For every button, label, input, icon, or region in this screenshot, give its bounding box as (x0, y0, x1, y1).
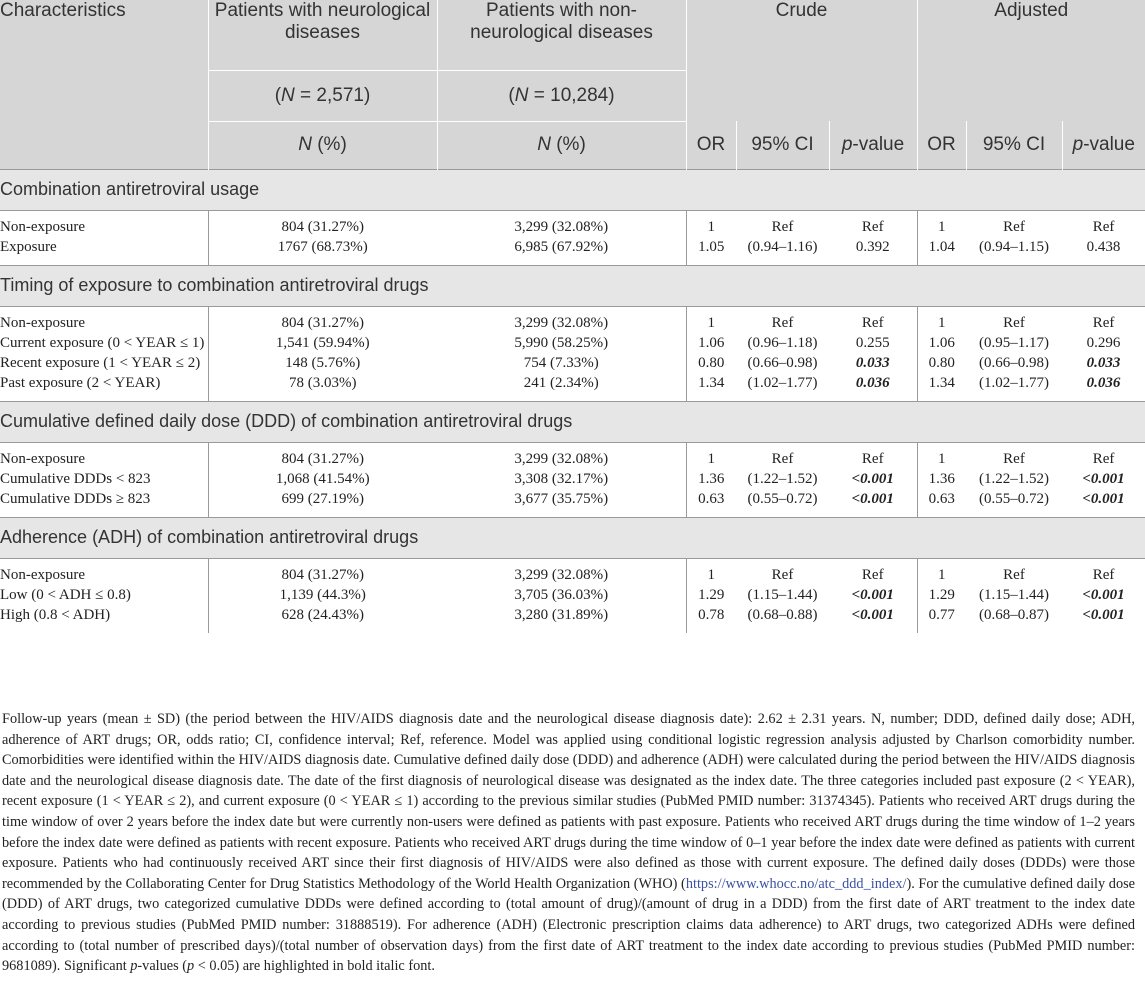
crude-p: Ref (861, 450, 884, 467)
row-label: Past exposure (2 < YEAR) (0, 374, 161, 391)
row-label: Recent exposure (1 < YEAR ≤ 2) (0, 354, 201, 371)
header-crude-ci: 95% CI (736, 121, 829, 169)
group1-value: 1,068 (41.54%) (208, 469, 437, 489)
row-label: Non-exposure (0, 450, 85, 467)
adjusted-ci: (0.68–0.87) (979, 606, 1050, 623)
crude-p: 0.036 (855, 374, 890, 391)
row-label: Current exposure (0 < YEAR ≤ 1) (0, 334, 205, 351)
adjusted-ci: (0.66–0.98) (979, 354, 1050, 371)
row-label: Non-exposure (0, 566, 85, 583)
header-group1-npct: N (%) (208, 121, 437, 169)
row-label: Exposure (0, 238, 57, 255)
adjusted-p: <0.001 (1082, 490, 1125, 507)
adjusted-or: 1 (917, 558, 966, 585)
table-row (0, 210, 1145, 237)
crude-or: 1.06 (686, 333, 736, 353)
group1-value: 699 (27.19%) (208, 489, 437, 518)
adjusted-or: 1 (917, 442, 966, 469)
row-label: Non-exposure (0, 218, 85, 235)
crude-ci: Ref (771, 314, 794, 331)
adjusted-p: 0.438 (1086, 238, 1121, 255)
adjusted-or: 1 (917, 210, 966, 237)
adjusted-ci: (1.15–1.44) (979, 586, 1050, 603)
section-header-row (0, 517, 1145, 558)
header-group2: Patients with non-neurological diseases (437, 0, 686, 70)
header-group2-npct: N (%) (437, 121, 686, 169)
row-label: High (0.8 < ADH) (0, 606, 111, 623)
crude-p: <0.001 (851, 490, 894, 507)
table-row (0, 306, 1145, 333)
table-row (0, 489, 1145, 518)
row-label: Cumulative DDDs ≥ 823 (0, 490, 151, 507)
header-group2-n: (N = 10,284) (437, 70, 686, 121)
group1-value: 148 (5.76%) (208, 353, 437, 373)
group2-value: 241 (2.34%) (523, 374, 599, 391)
group2-value: 3,280 (31.89%) (514, 606, 609, 623)
table-row (0, 237, 1145, 266)
crude-ci: (1.15–1.44) (747, 586, 818, 603)
adjusted-or: 0.80 (917, 353, 966, 373)
crude-p: 0.392 (855, 238, 890, 255)
group2-value: 3,299 (32.08%) (514, 314, 609, 331)
table-row (0, 373, 1145, 402)
section-title: Cumulative defined daily dose (DDD) of combination antiretroviral drugs (0, 401, 1145, 442)
crude-or: 1.34 (686, 373, 736, 402)
crude-ci: (0.68–0.88) (747, 606, 818, 623)
section-title: Combination antiretroviral usage (0, 169, 1145, 210)
adjusted-p: 0.036 (1086, 374, 1121, 391)
adjusted-p: Ref (1092, 566, 1115, 583)
crude-ci: Ref (771, 218, 794, 235)
row-label: Cumulative DDDs < 823 (0, 470, 151, 487)
crude-p: <0.001 (851, 586, 894, 603)
crude-p: 0.033 (855, 354, 890, 371)
adjusted-p: <0.001 (1082, 606, 1125, 623)
group1-value: 804 (31.27%) (208, 306, 437, 333)
adjusted-or: 1.29 (917, 585, 966, 605)
crude-or: 1 (686, 306, 736, 333)
crude-ci: (0.55–0.72) (747, 490, 818, 507)
table-row (0, 605, 1145, 633)
adjusted-p: 0.033 (1086, 354, 1121, 371)
adjusted-ci: (1.02–1.77) (979, 374, 1050, 391)
crude-p: <0.001 (851, 470, 894, 487)
adjusted-p: Ref (1092, 218, 1115, 235)
whocc-link[interactable]: https://www.whocc.no/atc_ddd_index/ (685, 875, 907, 892)
section-title: Timing of exposure to combination antiretroviral drugs (0, 265, 1145, 306)
table-row (0, 442, 1145, 469)
group2-value: 3,299 (32.08%) (514, 218, 609, 235)
section-header-row (0, 169, 1145, 210)
group1-value: 1,139 (44.3%) (208, 585, 437, 605)
group1-value: 804 (31.27%) (208, 442, 437, 469)
group1-value: 804 (31.27%) (208, 558, 437, 585)
crude-ci: Ref (771, 566, 794, 583)
group2-value: 3,677 (35.75%) (514, 490, 609, 507)
crude-or: 0.63 (686, 489, 736, 518)
group1-value: 804 (31.27%) (208, 210, 437, 237)
header-adj-ci: 95% CI (966, 121, 1062, 169)
crude-or: 1 (686, 442, 736, 469)
adjusted-p: Ref (1092, 450, 1115, 467)
adjusted-p: 0.296 (1086, 334, 1121, 351)
adjusted-or: 1.36 (917, 469, 966, 489)
adjusted-or: 1.04 (917, 237, 966, 266)
header-group1: Patients with neurological diseases (208, 0, 437, 70)
crude-ci: (0.94–1.16) (747, 238, 818, 255)
group1-value: 1,541 (59.94%) (208, 333, 437, 353)
header-adj-p: p-value (1062, 121, 1145, 169)
group2-value: 3,299 (32.08%) (514, 566, 609, 583)
group1-value: 628 (24.43%) (208, 605, 437, 633)
group2-value: 6,985 (67.92%) (514, 238, 609, 255)
section-header-row (0, 401, 1145, 442)
group2-value: 3,705 (36.03%) (514, 586, 609, 603)
adjusted-ci: (0.95–1.17) (979, 334, 1050, 351)
table-footnote: Follow-up years (mean ± SD) (the period between the HIV/AIDS diagnosis date and the neurological disease diagnosis date): 2.62 ± 2.31 years. N, number; DDD, defined daily dose; ADH, adherence of ART drugs; OR, odds ratio; CI, confidence interval; Ref, reference. Model was applied using conditional logistic regression analysis adjusted by Charlson comorbidity number. Comorbidities were identified within the HIV/AIDS diagnosis date. Cumulative defined daily dose (DDD) and adherence (ADH) were calculated during the period between the HIV/AIDS diagnosis date and the neurological disease diagnosis date. The date of the first diagnosis of neurological disease was designated as the index date. The three categories included past exposure (2 < YEAR), recent exposure (1 < YEAR ≤ 2), and current exposure (0 < YEAR ≤ 1) according to the previous similar studies (PubMed PMID number: 31374345). Patients who received ART drugs during the time window of over 2 years before the index date but were currently non-users were defined as patients with past exposure. Patients who received ART drugs during the time window of 1–2 years before the index date were defined as patients with recent exposure. Patients who received ART drugs during the time window of 0–1 year before the index date were defined as patients with current exposure. Patients who had continuously received ART since their first diagnosis of HIV/AIDS were also defined as those with current exposure. The defined daily doses (DDDs) were those recommended by the Collaborating Center for Drug Statistics Methodology of the World Health Organization (WHO) (https://www.whocc.no/atc_ddd_index/). For the cumulative defined daily dose (DDD) of ART drugs, two categorized cumulative DDDs were defined according to (total amount of drug)/(amount of drug in a DDD) from the first date of ART treatment to the index date according to previous studies (PubMed PMID number: 31888519). For adherence (ADH) (Electronic prescription claims data adherence) to ART drugs, two categorized ADHs were defined according to (total number of prescribed days)/(total number of observation days) from the first date of ART treatment to the index date according to previous studies (PubMed PMID number: 9681089). Significant p-values (p < 0.05) are highlighted in bold italic font. (2, 711, 1135, 975)
adjusted-or: 0.77 (917, 605, 966, 633)
group1-value: 78 (3.03%) (208, 373, 437, 402)
crude-or: 0.80 (686, 353, 736, 373)
crude-or: 1 (686, 210, 736, 237)
adjusted-p: <0.001 (1082, 470, 1125, 487)
group2-value: 5,990 (58.25%) (514, 334, 609, 351)
adjusted-or: 0.63 (917, 489, 966, 518)
adjusted-p: Ref (1092, 314, 1115, 331)
crude-p: <0.001 (851, 606, 894, 623)
crude-p: 0.255 (855, 334, 890, 351)
header-group1-n: (N = 2,571) (208, 70, 437, 121)
crude-ci: (0.96–1.18) (747, 334, 818, 351)
crude-ci: (1.22–1.52) (747, 470, 818, 487)
crude-p: Ref (861, 314, 884, 331)
crude-ci: (1.02–1.77) (747, 374, 818, 391)
crude-p: Ref (861, 566, 884, 583)
table-body (0, 169, 1145, 633)
table-row (0, 469, 1145, 489)
row-label: Low (0 < ADH ≤ 0.8) (0, 586, 131, 603)
group2-value: 3,299 (32.08%) (514, 450, 609, 467)
group2-value: 3,308 (32.17%) (514, 470, 609, 487)
crude-ci: Ref (771, 450, 794, 467)
adjusted-or: 1.34 (917, 373, 966, 402)
table-row (0, 558, 1145, 585)
table-row (0, 353, 1145, 373)
crude-or: 0.78 (686, 605, 736, 633)
adjusted-or: 1 (917, 306, 966, 333)
header-adjusted: Adjusted (917, 0, 1145, 121)
crude-ci: (0.66–0.98) (747, 354, 818, 371)
header-adj-or: OR (917, 121, 966, 169)
adjusted-or: 1.06 (917, 333, 966, 353)
header-crude-p: p-value (829, 121, 917, 169)
header-blank (0, 121, 208, 169)
crude-p: Ref (861, 218, 884, 235)
adjusted-ci: Ref (1003, 314, 1025, 331)
adjusted-ci: Ref (1003, 566, 1025, 583)
group2-value: 754 (7.33%) (523, 354, 599, 371)
crude-or: 1.29 (686, 585, 736, 605)
table-row (0, 333, 1145, 353)
adjusted-ci: (0.55–0.72) (979, 490, 1050, 507)
section-header-row (0, 265, 1145, 306)
header-characteristics: Characteristics (0, 0, 208, 121)
crude-or: 1 (686, 558, 736, 585)
header-crude-or: OR (686, 121, 736, 169)
adjusted-p: <0.001 (1082, 586, 1125, 603)
crude-or: 1.05 (686, 237, 736, 266)
section-title: Adherence (ADH) of combination antiretroviral drugs (0, 517, 1145, 558)
adjusted-ci: Ref (1003, 450, 1025, 467)
table-row (0, 585, 1145, 605)
row-label: Non-exposure (0, 314, 85, 331)
adjusted-ci: Ref (1003, 218, 1025, 235)
adjusted-ci: (1.22–1.52) (979, 470, 1050, 487)
group1-value: 1767 (68.73%) (208, 237, 437, 266)
crude-or: 1.36 (686, 469, 736, 489)
adjusted-ci: (0.94–1.15) (979, 238, 1050, 255)
header-crude: Crude (686, 0, 917, 121)
